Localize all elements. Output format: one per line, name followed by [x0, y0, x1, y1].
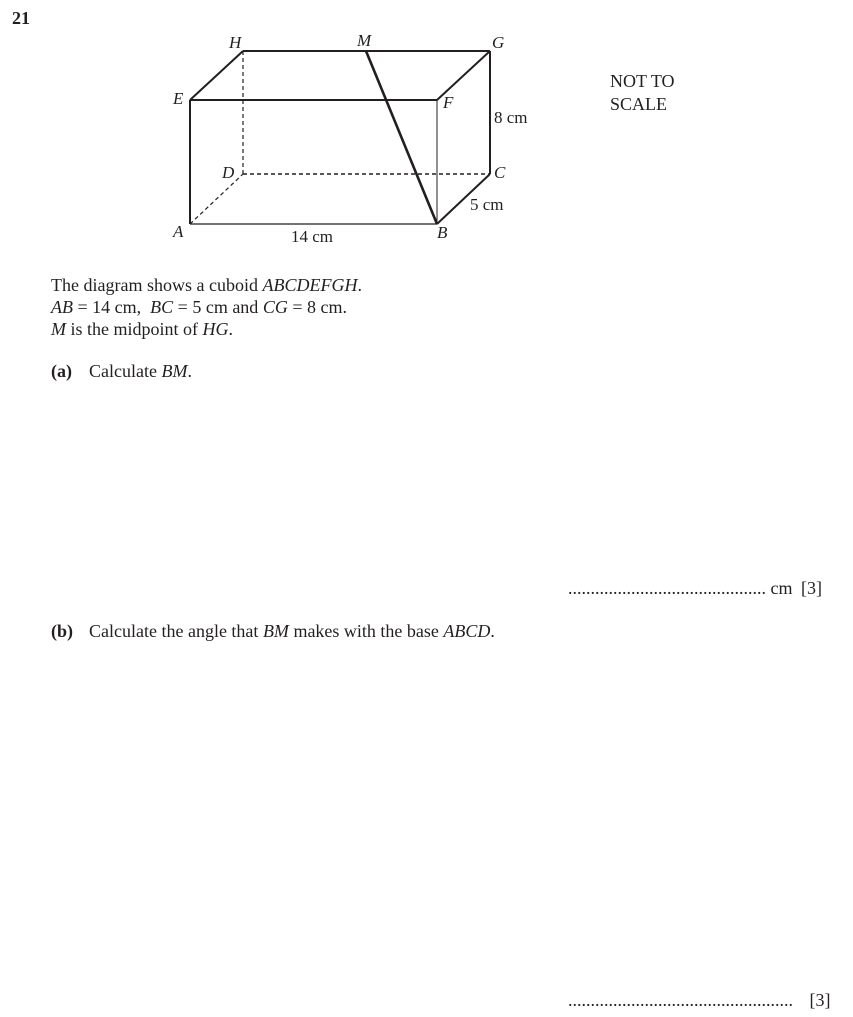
edge-eh	[190, 51, 243, 100]
edge-ad	[190, 174, 243, 224]
label-g: G	[492, 33, 505, 52]
label-d: D	[222, 163, 235, 182]
label-c: C	[494, 163, 506, 182]
line-bm	[366, 51, 437, 224]
intro-line-3: M is the midpoint of HG.	[51, 319, 233, 339]
part-b-question: (b) Calculate the angle that BM makes with the base ABCD.	[51, 621, 495, 641]
not-to-scale-line-2: SCALE	[610, 94, 668, 114]
answer-b-marks: [3]	[809, 990, 831, 1010]
answer-a-dots[interactable]: ............................................	[568, 578, 766, 598]
label-e: E	[173, 89, 184, 108]
answer-line-a[interactable]	[568, 578, 822, 599]
dim-bc: 5 cm	[470, 195, 504, 214]
label-h: H	[229, 33, 242, 52]
cuboid-diagram	[0, 0, 560, 260]
part-a-question: (a) Calculate BM.	[51, 361, 192, 381]
label-m: M	[357, 31, 372, 50]
question-number: 21	[12, 8, 30, 28]
not-to-scale-line-1: NOT TO	[610, 71, 675, 91]
question-intro	[51, 274, 362, 340]
dim-ab: 14 cm	[291, 227, 334, 246]
answer-b-dots[interactable]: ..................................................	[568, 990, 793, 1010]
dim-cg: 8 cm	[494, 108, 528, 127]
label-b: B	[437, 223, 448, 242]
intro-line-1: The diagram shows a cuboid ABCDEFGH.	[51, 275, 362, 295]
label-a: A	[173, 222, 184, 241]
answer-a-marks: [3]	[801, 578, 822, 598]
part-a-label: (a)	[51, 361, 72, 381]
answer-line-b[interactable]	[568, 990, 831, 1011]
part-b-label: (b)	[51, 621, 73, 641]
label-f: F	[443, 93, 454, 112]
answer-a-unit: cm	[766, 578, 793, 598]
not-to-scale-note	[610, 70, 675, 116]
intro-line-2: AB = 14 cm, BC = 5 cm and CG = 8 cm.	[51, 297, 347, 317]
